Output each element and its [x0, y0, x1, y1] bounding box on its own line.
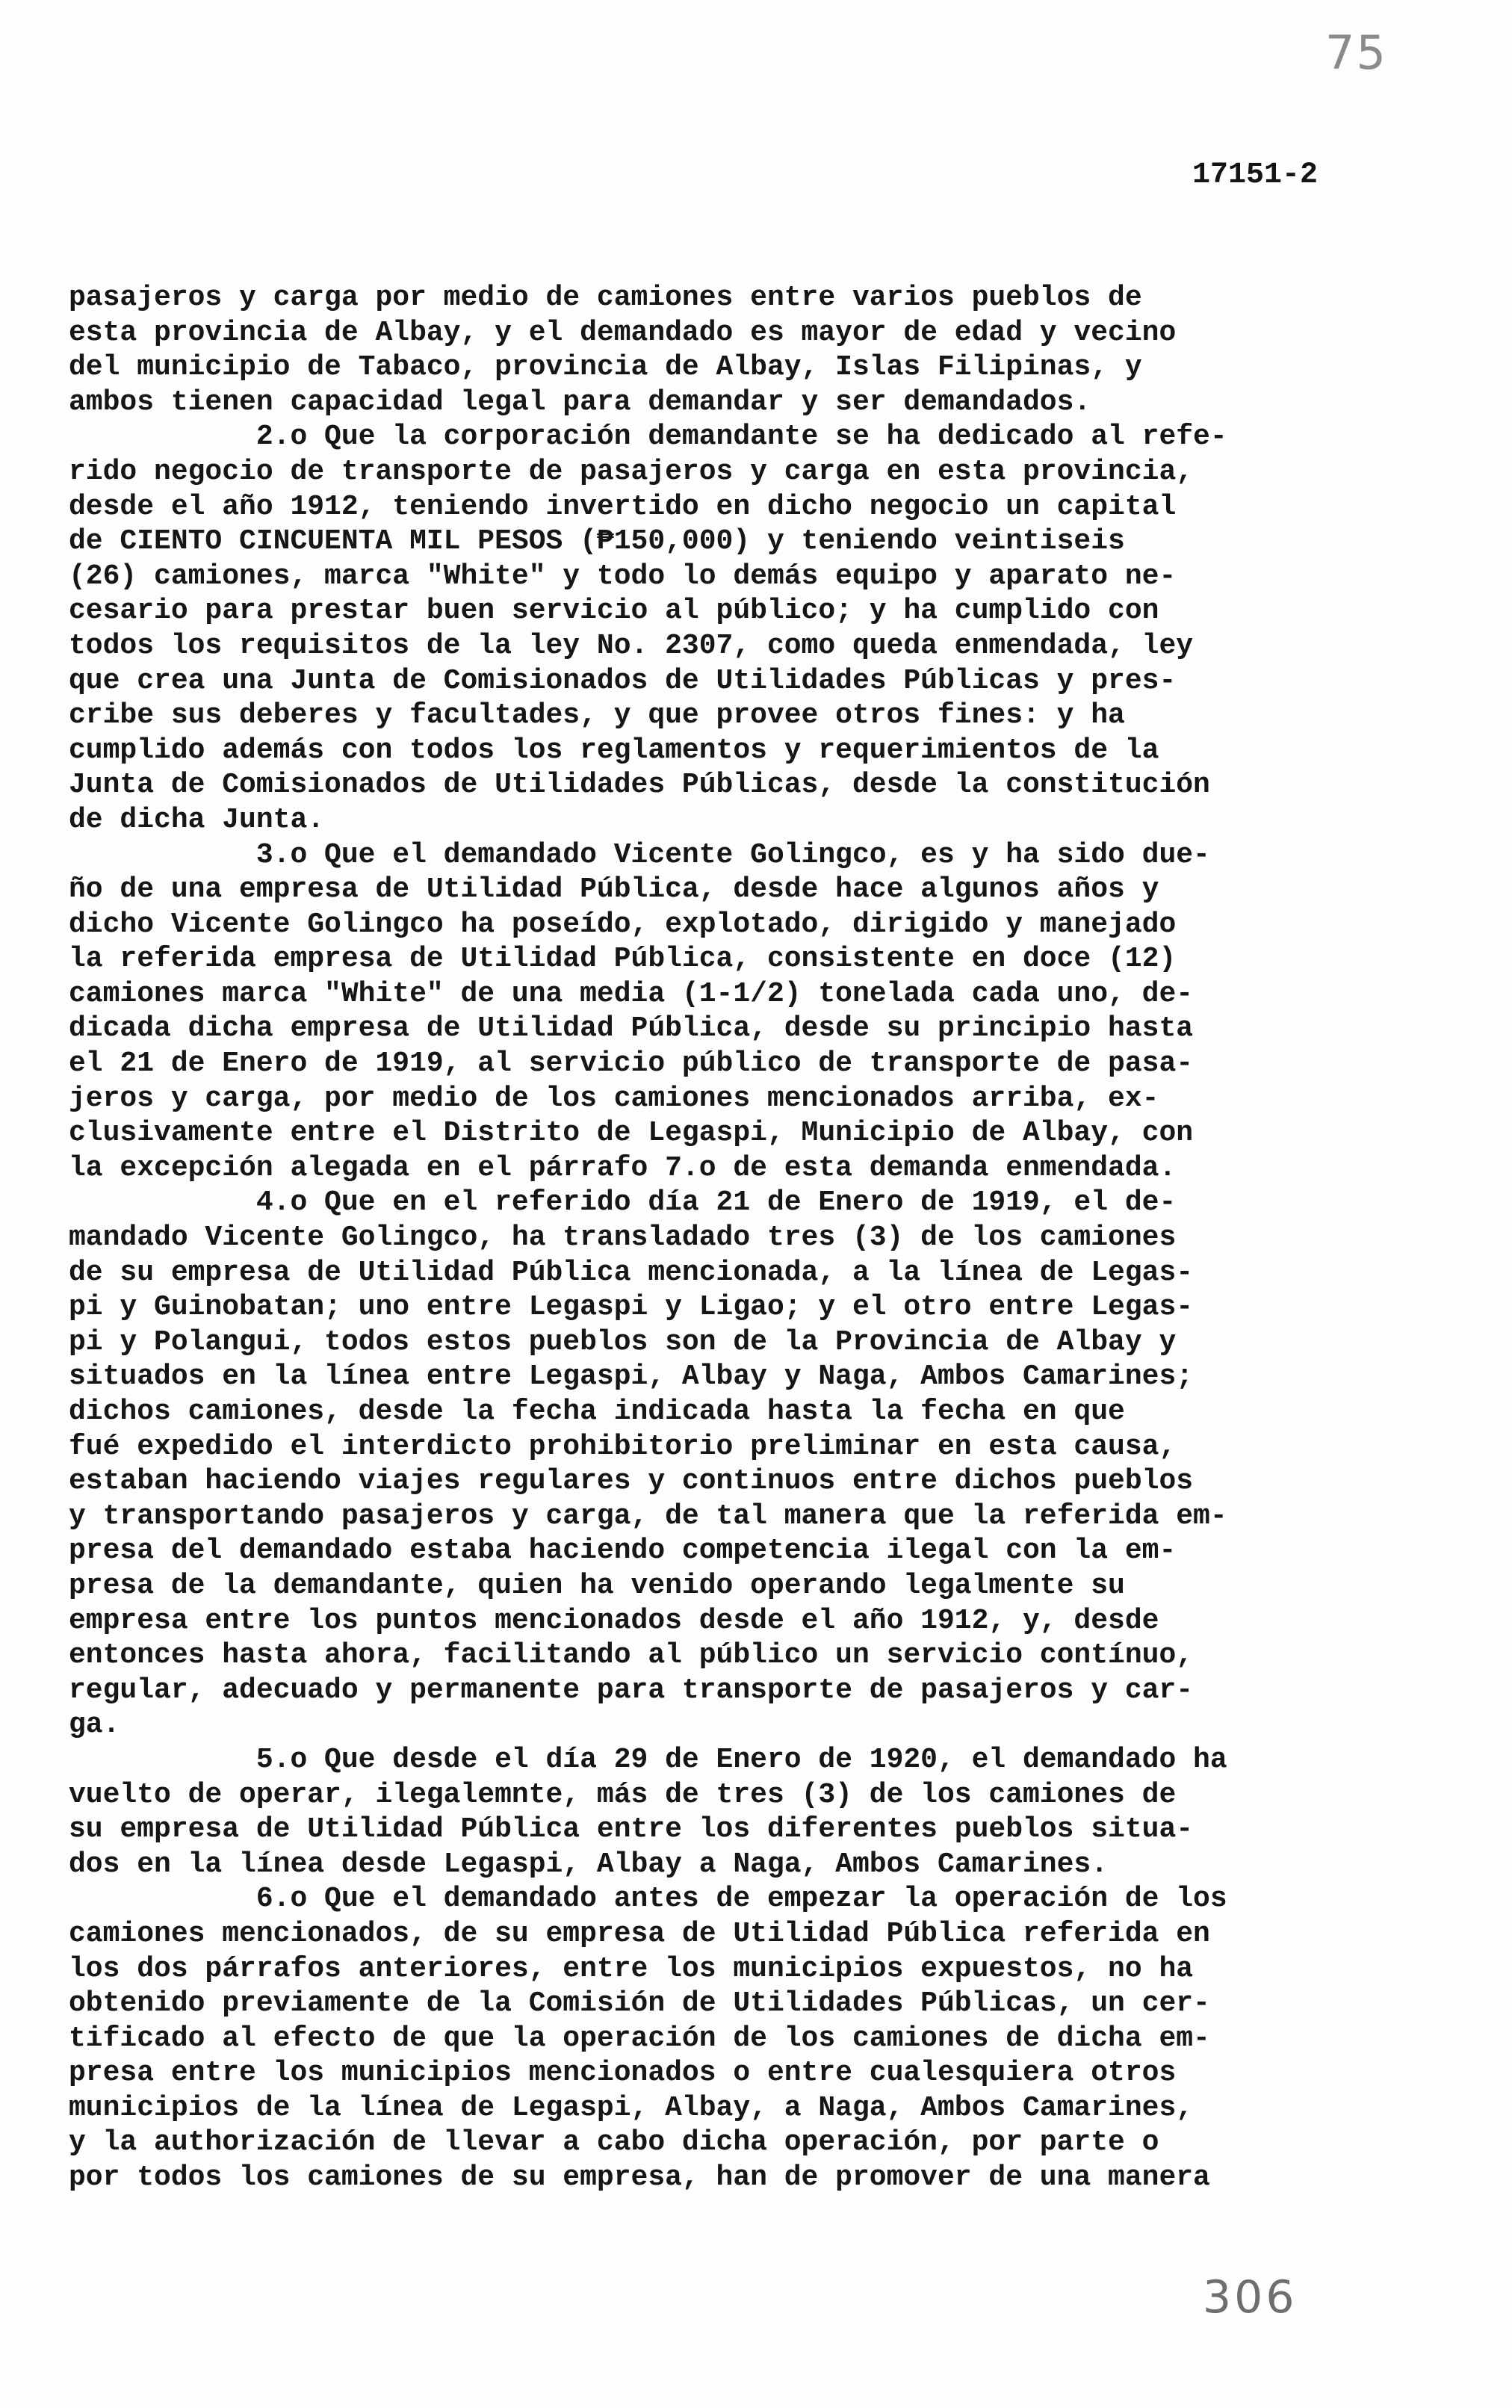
text-line: obtenido previamente de la Comisión de Utilidades Públicas, un cer- [69, 1987, 1210, 2020]
document-body [69, 281, 1473, 2196]
text-line: y transportando pasajeros y carga, de tal manera que la referida em- [69, 1499, 1227, 1532]
text-line: todos los requisitos de la ley No. 2307, como queda enmendada, ley [69, 629, 1194, 662]
text-line: presa de la demandante, quien ha venido operando legalmente su [69, 1569, 1125, 1602]
text-line: la referida empresa de Utilidad Pública, consistente en doce (12) [69, 943, 1177, 976]
folio-number-bottom: 306 [1203, 2271, 1298, 2324]
text-line: (26) camiones, marca "White" y todo lo demás equipo y aparato ne- [69, 560, 1177, 592]
text-line: ga. [69, 1709, 120, 1742]
text-line: su empresa de Utilidad Pública entre los diferentes pueblos situa- [69, 1813, 1194, 1846]
text-line: de su empresa de Utilidad Pública mencionada, a la línea de Legas- [69, 1256, 1194, 1289]
text-line: cribe sus deberes y facultades, y que provee otros fines: y ha [69, 699, 1125, 732]
text-line: 5.o Que desde el día 29 de Enero de 1920, el demandado ha [69, 1743, 1227, 1776]
text-line: ño de una empresa de Utilidad Pública, desde hace algunos años y [69, 873, 1159, 906]
text-line: que crea una Junta de Comisionados de Utilidades Públicas y pres- [69, 664, 1177, 697]
text-line: dichos camiones, desde la fecha indicada hasta la fecha en que [69, 1396, 1125, 1428]
text-line: entonces hasta ahora, facilitando al público un servicio contínuo, [69, 1639, 1194, 1672]
text-line: el 21 de Enero de 1919, al servicio público de transporte de pasa- [69, 1047, 1194, 1080]
text-line: camiones marca "White" de una media (1-1/2) tonelada cada uno, de- [69, 977, 1194, 1010]
text-line: camiones mencionados, de su empresa de Utilidad Pública referida en [69, 1917, 1210, 1950]
text-line: los dos párrafos anteriores, entre los municipios expuestos, no ha [69, 1952, 1194, 1985]
text-line: situados en la línea entre Legaspi, Albay y Naga, Ambos Camarines; [69, 1361, 1194, 1393]
text-line: empresa entre los puntos mencionados desde el año 1912, y, desde [69, 1604, 1159, 1637]
text-line: cesario para prestar buen servicio al público; y ha cumplido con [69, 595, 1159, 628]
text-line: fué expedido el interdicto prohibitorio preliminar en esta causa, [69, 1430, 1177, 1463]
text-line: esta provincia de Albay, y el demandado es mayor de edad y vecino [69, 316, 1177, 349]
text-line: Junta de Comisionados de Utilidades Públicas, desde la constitución [69, 769, 1210, 802]
text-line: tificado al efecto de que la operación de los camiones de dicha em- [69, 2022, 1210, 2055]
text-line: jeros y carga, por medio de los camiones mencionados arriba, ex- [69, 1082, 1159, 1115]
text-line: de CIENTO CINCUENTA MIL PESOS (₱150,000) y teniendo veintiseis [69, 525, 1125, 558]
text-line: 2.o Que la corporación demandante se ha dedicado al refe- [69, 421, 1227, 454]
text-line: ambos tienen capacidad legal para demandar y ser demandados. [69, 386, 1091, 418]
text-line: presa entre los municipios mencionados o entre cualesquiera otros [69, 2057, 1177, 2090]
text-line: pi y Polangui, todos estos pueblos son de la Provincia de Albay y [69, 1325, 1177, 1358]
text-line: pasajeros y carga por medio de camiones entre varios pueblos de [69, 282, 1142, 314]
text-line: dos en la línea desde Legaspi, Albay a Naga, Ambos Camarines. [69, 1848, 1109, 1881]
text-line: estaban haciendo viajes regulares y continuos entre dichos pueblos [69, 1465, 1194, 1498]
folio-number-top: 75 [1325, 25, 1387, 80]
text-line: 6.o Que el demandado antes de empezar la operación de los [69, 1883, 1227, 1916]
file-number: 17151-2 [1192, 158, 1319, 192]
text-line: desde el año 1912, teniendo invertido en dicho negocio un capital [69, 490, 1177, 523]
text-line: de dicha Junta. [69, 803, 325, 836]
text-line: pi y Guinobatan; uno entre Legaspi y Ligao; y el otro entre Legas- [69, 1291, 1194, 1324]
text-line: dicada dicha empresa de Utilidad Pública, desde su principio hasta [69, 1012, 1194, 1045]
text-line: y la authorización de llevar a cabo dicha operación, por parte o [69, 2126, 1159, 2159]
text-line: cumplido además con todos los reglamentos y requerimientos de la [69, 734, 1159, 767]
text-line: 3.o Que el demandado Vicente Golingco, es y ha sido due- [69, 838, 1210, 871]
text-line: clusivamente entre el Distrito de Legaspi, Municipio de Albay, con [69, 1117, 1194, 1150]
text-line: rido negocio de transporte de pasajeros y carga en esta provincia, [69, 455, 1194, 488]
text-line: 4.o Que en el referido día 21 de Enero de 1919, el de- [69, 1186, 1177, 1219]
text-line: vuelto de operar, ilegalemnte, más de tres (3) de los camiones de [69, 1778, 1177, 1811]
text-line: regular, adecuado y permanente para transporte de pasajeros y car- [69, 1674, 1194, 1706]
text-line: del municipio de Tabaco, provincia de Albay, Islas Filipinas, y [69, 351, 1142, 384]
text-line: presa del demandado estaba haciendo competencia ilegal con la em- [69, 1535, 1177, 1567]
text-line: la excepción alegada en el párrafo 7.o de esta demanda enmendada. [69, 1151, 1177, 1184]
text-line: dicho Vicente Golingco ha poseído, explotado, dirigido y manejado [69, 908, 1177, 941]
text-line: municipios de la línea de Legaspi, Albay, a Naga, Ambos Camarines, [69, 2091, 1194, 2124]
text-line: por todos los camiones de su empresa, han de promover de una manera [69, 2161, 1210, 2194]
text-line: mandado Vicente Golingco, ha transladado tres (3) de los camiones [69, 1222, 1177, 1254]
